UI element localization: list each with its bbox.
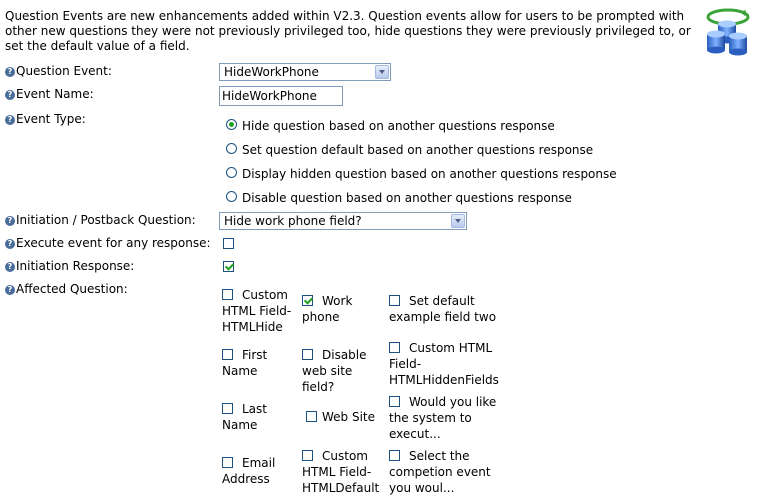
affected-question-item[interactable]: Disable web site field?	[302, 348, 367, 394]
affected-question-item[interactable]: Last Name	[222, 402, 267, 432]
label-initiation-response: ? Initiation Response:	[5, 258, 134, 274]
label-affected-question: ? Affected Question:	[5, 281, 128, 297]
label-event-name: ? Event Name:	[5, 86, 94, 102]
radio-button[interactable]	[226, 143, 237, 154]
radio-button[interactable]	[226, 119, 237, 130]
help-icon[interactable]: ?	[5, 216, 15, 226]
event-type-option-display[interactable]: Display hidden question based on another questions response	[226, 166, 676, 182]
question-event-select[interactable]: HideWorkPhone	[219, 63, 391, 81]
label-question-event: ? Question Event:	[5, 63, 112, 79]
radio-button[interactable]	[226, 191, 237, 202]
event-type-option-hide[interactable]: Hide question based on another questions response	[226, 118, 676, 134]
affected-question-item[interactable]: Custom HTML Field-HTMLHide	[222, 288, 292, 334]
affected-question-item[interactable]: Set default example field two	[389, 294, 497, 324]
help-icon[interactable]: ?	[5, 262, 15, 272]
event-name-input[interactable]: HideWorkPhone	[219, 86, 343, 106]
help-icon[interactable]: ?	[5, 115, 15, 125]
initiation-question-select[interactable]: Hide work phone field?	[219, 212, 467, 230]
radio-button[interactable]	[226, 167, 237, 178]
label-execute-any: ? Execute event for any response:	[5, 235, 211, 251]
help-icon[interactable]: ?	[5, 285, 15, 295]
event-type-option-disable[interactable]: Disable question based on another questions response	[226, 190, 676, 206]
label-event-type: ? Event Type:	[5, 111, 86, 127]
affected-question-item[interactable]: Select the competion event you woul...	[389, 449, 491, 495]
chevron-down-icon[interactable]	[451, 214, 465, 228]
database-sync-icon	[704, 6, 752, 58]
chevron-down-icon[interactable]	[375, 65, 389, 79]
help-icon[interactable]: ?	[5, 90, 15, 100]
affected-question-item[interactable]: Custom HTML Field-HTMLHiddenFields	[389, 341, 499, 387]
affected-question-item[interactable]: Email Address	[222, 456, 276, 486]
affected-question-item[interactable]: Work phone	[302, 294, 353, 324]
intro-text: Question Events are new enhancements added within V2.3. Question events allow for users to be prompted with other new questions they were not previously privileged too, hide questions they were previously privileged to, or set the default value of a field.	[5, 9, 691, 53]
help-icon[interactable]: ?	[5, 67, 15, 77]
initiation-response-checkbox[interactable]	[223, 261, 234, 272]
affected-question-item[interactable]: Web Site	[306, 409, 382, 429]
execute-any-checkbox[interactable]	[223, 238, 234, 249]
label-initiation-question: ? Initiation / Postback Question:	[5, 212, 196, 228]
affected-question-item[interactable]: First Name	[222, 348, 268, 378]
help-icon[interactable]: ?	[5, 239, 15, 249]
affected-question-item[interactable]: Would you like the system to execut...	[389, 395, 497, 441]
affected-question-item[interactable]: Custom HTML Field-HTMLDefault	[302, 449, 380, 495]
event-type-option-set-default[interactable]: Set question default based on another questions response	[226, 142, 676, 158]
